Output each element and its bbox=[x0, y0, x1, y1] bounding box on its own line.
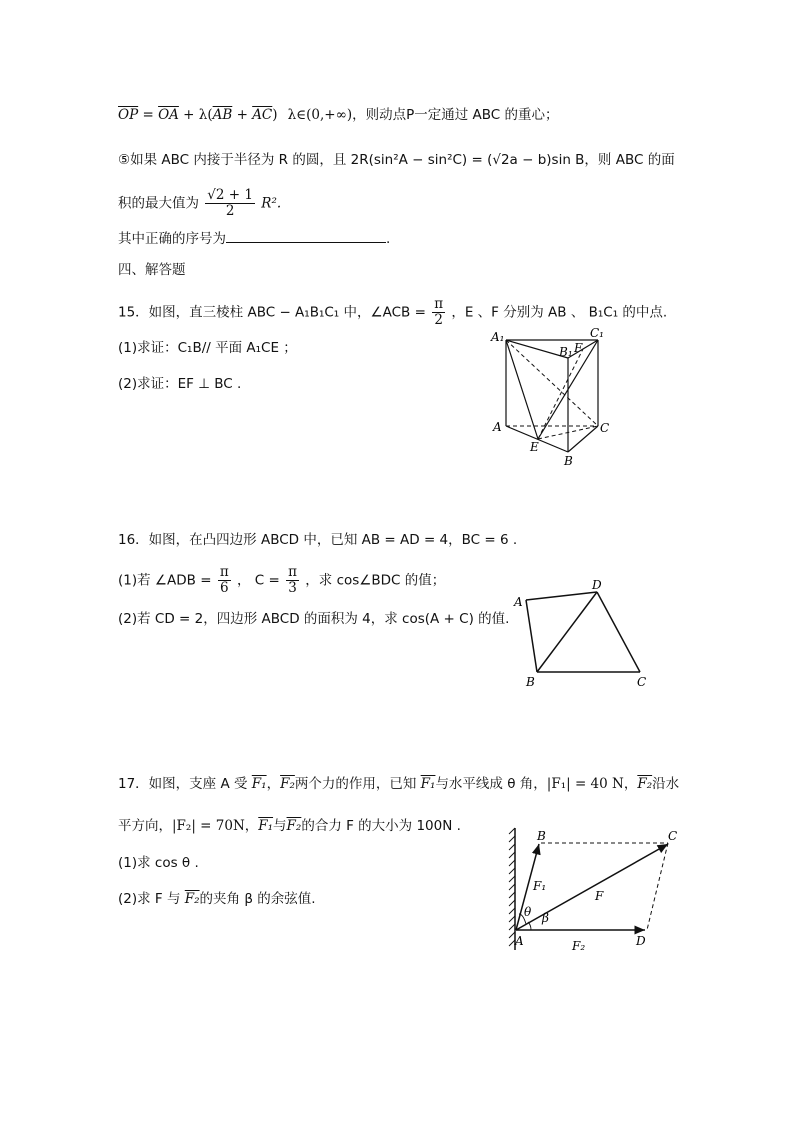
vector-f2: F₂ bbox=[280, 776, 295, 792]
section-header: 四、解答题 bbox=[118, 262, 186, 278]
r-squared: R². bbox=[261, 195, 282, 212]
q16-part1-post: ，求 cos∠BDC 的值； bbox=[305, 572, 446, 589]
fraction-denominator: 2 bbox=[225, 203, 235, 219]
statement-five-text: ⑤如果 ABC 内接于半径为 R 的圆，且 2R(sin²A − sin²C) = (√2a − b)sin B，则 ABC 的面 bbox=[118, 152, 675, 168]
pi-over-2 bbox=[432, 297, 445, 328]
q17-stem-line2 bbox=[118, 816, 461, 836]
force-figure bbox=[500, 822, 690, 957]
label-c: C bbox=[668, 829, 678, 843]
fraction-numerator: π bbox=[288, 564, 297, 580]
q15-stem-pre: 15．如图，直三棱柱 ABC − A₁B₁C₁ 中，∠ACB = bbox=[118, 304, 426, 321]
edge-ad bbox=[526, 592, 597, 600]
fraction-numerator: π bbox=[434, 296, 444, 312]
vector-op: $\overline{OP}$ bbox=[118, 107, 139, 123]
label-a1: A₁ bbox=[491, 330, 505, 344]
q17-stem-a5: ， bbox=[623, 776, 638, 792]
statement-five-line bbox=[118, 150, 675, 170]
lambda-range: λ∈(0,+∞) bbox=[287, 107, 353, 123]
q17-stem-a1: 17．如图，支座 A 受 bbox=[118, 776, 252, 792]
q16-stem: 16．如图，在凸四边形 ABCD 中，已知 AB = AD = 4，BC = 6 . bbox=[118, 532, 518, 548]
sqrt2-plus1-over-2 bbox=[205, 188, 255, 219]
q17-stem-a6: 沿水 bbox=[652, 776, 680, 792]
label-f2: F₂ bbox=[572, 939, 586, 953]
edge-dc bbox=[597, 592, 640, 672]
label-f1: F₁ bbox=[533, 879, 547, 893]
q17-stem-b1: 平方向， bbox=[118, 818, 172, 834]
vector-expression-line bbox=[118, 105, 559, 125]
q17-stem-b4: 的合力 F 的大小为 100N . bbox=[301, 818, 461, 834]
label-c: C bbox=[637, 675, 647, 688]
quadrilateral-figure bbox=[510, 578, 650, 688]
label-b: B bbox=[564, 454, 573, 468]
label-c: C bbox=[600, 421, 610, 435]
q17-stem-line1 bbox=[118, 774, 679, 794]
vector-f1: F₁ bbox=[258, 818, 274, 834]
paren-close: ) bbox=[272, 107, 278, 123]
prism-figure bbox=[488, 325, 628, 475]
q17-stem-a3: 两个力的作用，已知 bbox=[294, 776, 421, 792]
answer-blank-period: . bbox=[386, 231, 391, 247]
max-area-label: 积的最大值为 bbox=[118, 195, 199, 212]
f1-magnitude: |F₁| = 40 N bbox=[546, 776, 624, 792]
q15-part1: (1)求证：C₁B// 平面 A₁CE ； bbox=[118, 340, 297, 356]
q17-stem-b2: ， bbox=[244, 818, 259, 834]
q17-stem-b3: 与 bbox=[273, 818, 287, 834]
wall-hatching bbox=[509, 828, 515, 946]
q17-part2 bbox=[118, 889, 316, 909]
label-f: F bbox=[574, 341, 583, 355]
q15-part2: (2)求证：EF ⊥ BC . bbox=[118, 376, 242, 392]
label-a: A bbox=[493, 420, 502, 434]
pi-over-6 bbox=[218, 565, 231, 596]
q17-stem-a2: ， bbox=[266, 776, 281, 792]
vector-ac: $\overline{AC}$ bbox=[252, 107, 273, 123]
label-c1: C₁ bbox=[590, 326, 604, 340]
label-e: E bbox=[530, 440, 539, 454]
label-d: D bbox=[636, 934, 646, 948]
q17-part1: (1)求 cos θ . bbox=[118, 855, 199, 871]
label-beta: β bbox=[542, 911, 549, 925]
label-a: A bbox=[515, 934, 524, 948]
label-b: B bbox=[526, 675, 535, 688]
label-b: B bbox=[537, 829, 546, 843]
q16-part1 bbox=[118, 565, 445, 596]
max-area-line bbox=[118, 188, 281, 219]
label-a: A bbox=[514, 595, 523, 609]
answer-blank-line bbox=[118, 228, 390, 249]
vector-ab: $\overline{AB}$ bbox=[212, 107, 233, 123]
vector-f2: F₂ bbox=[184, 891, 200, 907]
fraction-denominator: 3 bbox=[288, 580, 297, 596]
q16-part2: (2)若 CD = 2，四边形 ABCD 的面积为 4，求 cos(A + C) 的值. bbox=[118, 611, 510, 627]
edge-bc bbox=[568, 426, 598, 452]
edge-ab bbox=[526, 600, 537, 672]
q17-part2-pre: (2)求 F 与 bbox=[118, 891, 185, 907]
vector-f2: F₂ bbox=[286, 818, 302, 834]
diagonal-bd bbox=[537, 592, 597, 672]
answer-blank[interactable] bbox=[226, 228, 386, 243]
label-b1: B₁ bbox=[559, 345, 573, 359]
centroid-statement: ，则动点P一定通过 ABC 的重心； bbox=[352, 107, 559, 123]
fraction-numerator: √2 + 1 bbox=[207, 187, 253, 203]
lambda-paren-open: + λ( bbox=[178, 107, 213, 123]
q16-part1-pre: (1)若 ∠ADB = bbox=[118, 572, 212, 589]
vector-oa: $\overline{OA}$ bbox=[158, 107, 179, 123]
q17-part2-post: 的夹角 β 的余弦值. bbox=[199, 891, 316, 907]
label-f: F bbox=[595, 889, 604, 903]
pi-over-3 bbox=[286, 565, 299, 596]
q16-part1-mid: ， C = bbox=[236, 572, 280, 589]
edge-cd-dashed bbox=[647, 843, 668, 930]
vector-f2: F₂ bbox=[637, 776, 653, 792]
label-d: D bbox=[592, 578, 602, 592]
q15-stem-post: ，E 、F 分别为 AB 、 B₁C₁ 的中点. bbox=[451, 304, 668, 321]
vector-f1: F₁ bbox=[251, 776, 267, 792]
q17-stem-a4: 与水平线成 θ 角， bbox=[435, 776, 547, 792]
vector-f1: F₁ bbox=[420, 776, 436, 792]
q15-stem bbox=[118, 297, 667, 328]
fraction-numerator: π bbox=[219, 564, 229, 580]
f2-magnitude: |F₂| = 70N bbox=[172, 818, 245, 834]
fraction-denominator: 6 bbox=[219, 580, 229, 596]
answer-blank-label: 其中正确的序号为 bbox=[118, 231, 226, 247]
plus-sign: + bbox=[232, 107, 253, 123]
label-theta: θ bbox=[524, 905, 532, 919]
fraction-denominator: 2 bbox=[434, 312, 443, 328]
equals-sign: = bbox=[138, 107, 159, 123]
